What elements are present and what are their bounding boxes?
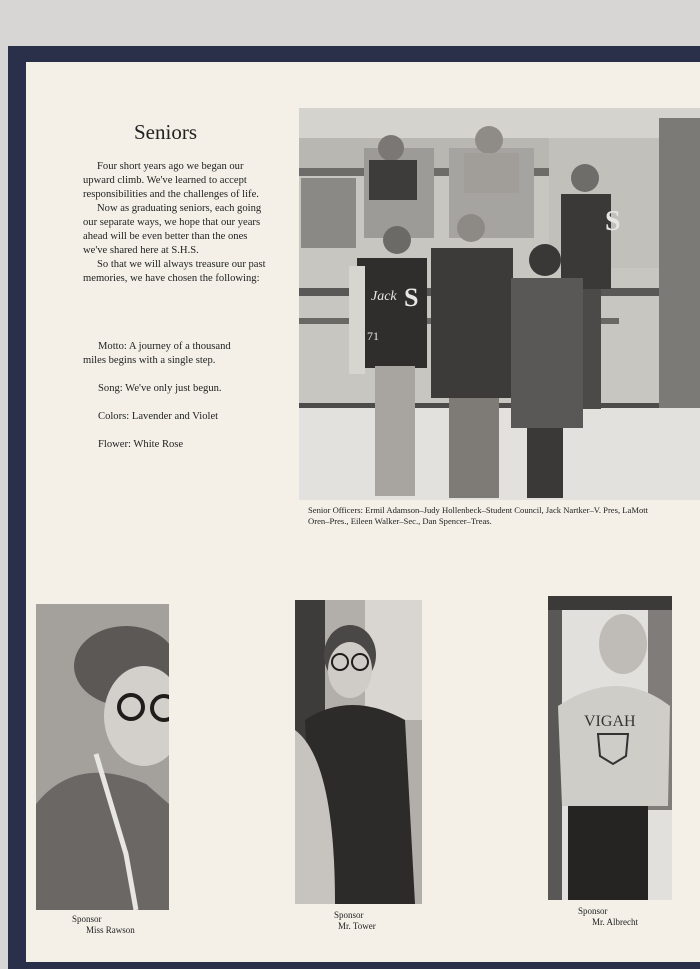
sponsor-name: Mr. Tower bbox=[338, 921, 376, 931]
class-flower: Flower: White Rose bbox=[98, 439, 184, 450]
intro-paragraph: Four short years ago we began our upward climb. We've learned to accept responsibilities and the challenges of life. bbox=[83, 161, 259, 200]
motto-line: miles begins with a single step. bbox=[83, 355, 216, 366]
albrecht-portrait bbox=[548, 596, 672, 900]
class-facts bbox=[83, 340, 278, 466]
sponsor-role: Sponsor bbox=[578, 906, 608, 916]
sponsor-role: Sponsor bbox=[72, 914, 102, 924]
sponsor-name: Miss Rawson bbox=[86, 925, 135, 935]
motto-line: Motto: A journey of a thousand bbox=[98, 341, 231, 352]
sponsor-caption bbox=[578, 906, 638, 928]
sponsor-caption bbox=[72, 914, 135, 936]
letterman-jacket-name: Jack bbox=[371, 289, 397, 304]
page-title: Seniors bbox=[134, 120, 197, 144]
motto bbox=[83, 340, 278, 368]
tower-portrait bbox=[295, 600, 422, 904]
letterman-jacket-letter: S bbox=[404, 283, 419, 312]
letterman-jacket-letter: S bbox=[605, 206, 621, 237]
class-song: Song: We've only just begun. bbox=[98, 383, 222, 394]
sponsor-photo-tower bbox=[295, 600, 422, 904]
sponsor-caption bbox=[334, 910, 376, 932]
sponsor-role: Sponsor bbox=[334, 910, 364, 920]
rawson-portrait bbox=[36, 604, 169, 910]
sponsor-photo-albrecht bbox=[548, 596, 672, 900]
intro-paragraph: Now as graduating seniors, each going our separate ways, we hope that our years ahead will be even better than the ones we've shared here at S.H.S. bbox=[83, 203, 262, 256]
officers-caption: Senior Officers: Ermil Adamson–Judy Hollenbeck–Student Council, Jack Nartker–V. Pres, LaMott Oren–Pres., Eileen Walker–Sec., Dan Spencer–Treas. bbox=[308, 505, 649, 526]
sponsor-name: Mr. Albrecht bbox=[592, 917, 638, 927]
class-colors: Colors: Lavender and Violet bbox=[98, 411, 219, 422]
intro-paragraph: So that we will always treasure our past memories, we have chosen the following: bbox=[83, 259, 266, 284]
intro-text bbox=[83, 160, 273, 286]
sweatshirt-lettering: VIGAH bbox=[584, 713, 636, 730]
senior-officers-photo bbox=[299, 108, 700, 500]
officers-photo-illustration bbox=[299, 108, 700, 500]
sponsor-photo-rawson bbox=[36, 604, 169, 910]
letterman-jacket-number: 71 bbox=[367, 329, 379, 343]
